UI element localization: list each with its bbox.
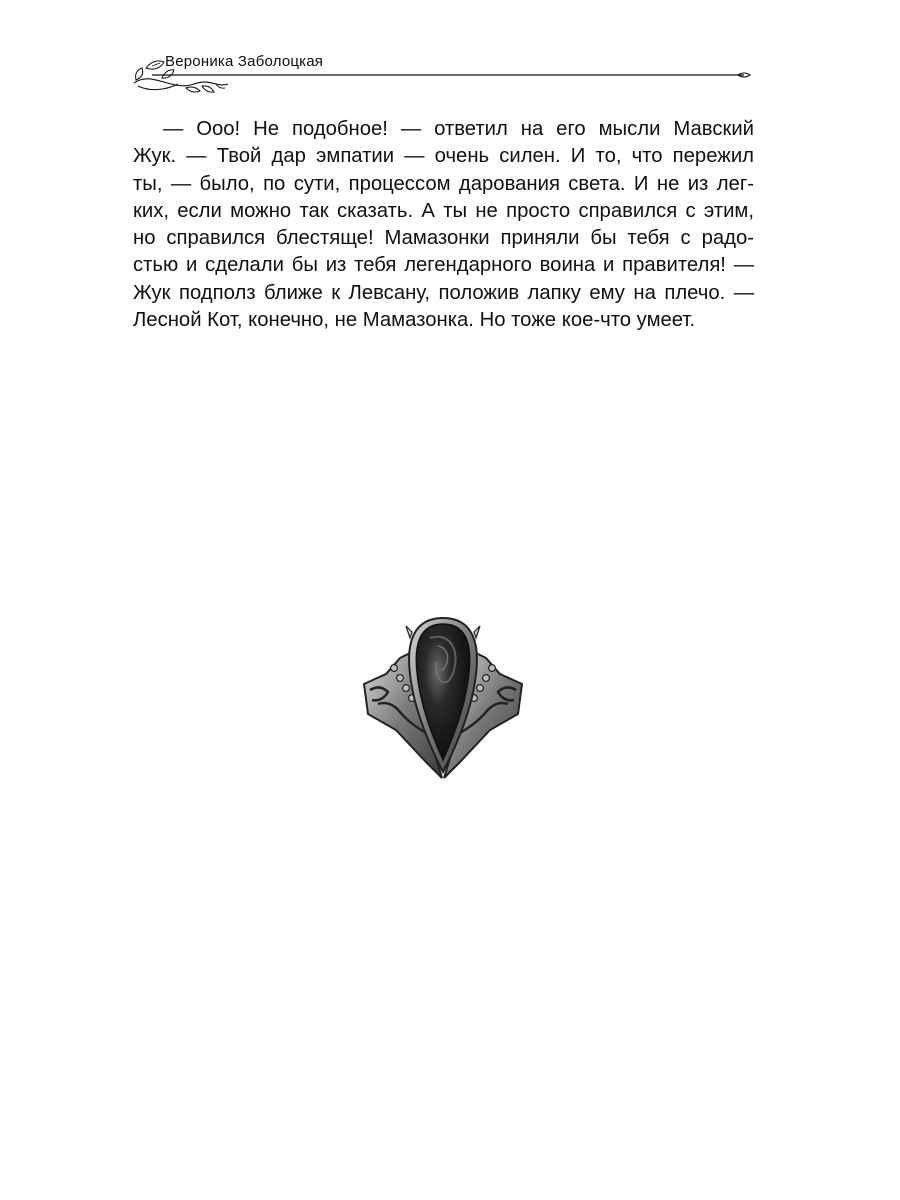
text-line: Лесной Кот, конечно, не Мамазонка. Но тоже кое-что умеет. bbox=[133, 309, 696, 332]
text-line: Жук. — Твой дар эмпатии — очень силен. И то, что пережил bbox=[133, 145, 754, 168]
jeweled-crown-ornament-icon bbox=[356, 612, 530, 782]
body-text bbox=[133, 116, 754, 334]
text-line: Жук подполз ближе к Левсану, положив лапку ему на плечо. — bbox=[133, 281, 754, 304]
running-header bbox=[132, 50, 757, 100]
paragraph bbox=[133, 116, 754, 334]
author-name: Вероника Заболоцкая bbox=[165, 53, 324, 70]
text-line: ты, — было, по сути, процессом дарования света. И не из лег- bbox=[133, 172, 754, 195]
text-line: стью и сделали бы из тебя легендарного воина и правителя! — bbox=[133, 254, 754, 277]
text-line: — Ооо! Не подобное! — ответил на его мысли Мавский bbox=[163, 118, 754, 140]
text-line: но справился блестяще! Мамазонки приняли бы тебя с радо- bbox=[133, 227, 754, 250]
text-line: ких, если можно так сказать. А ты не просто справился с этим, bbox=[133, 199, 754, 222]
